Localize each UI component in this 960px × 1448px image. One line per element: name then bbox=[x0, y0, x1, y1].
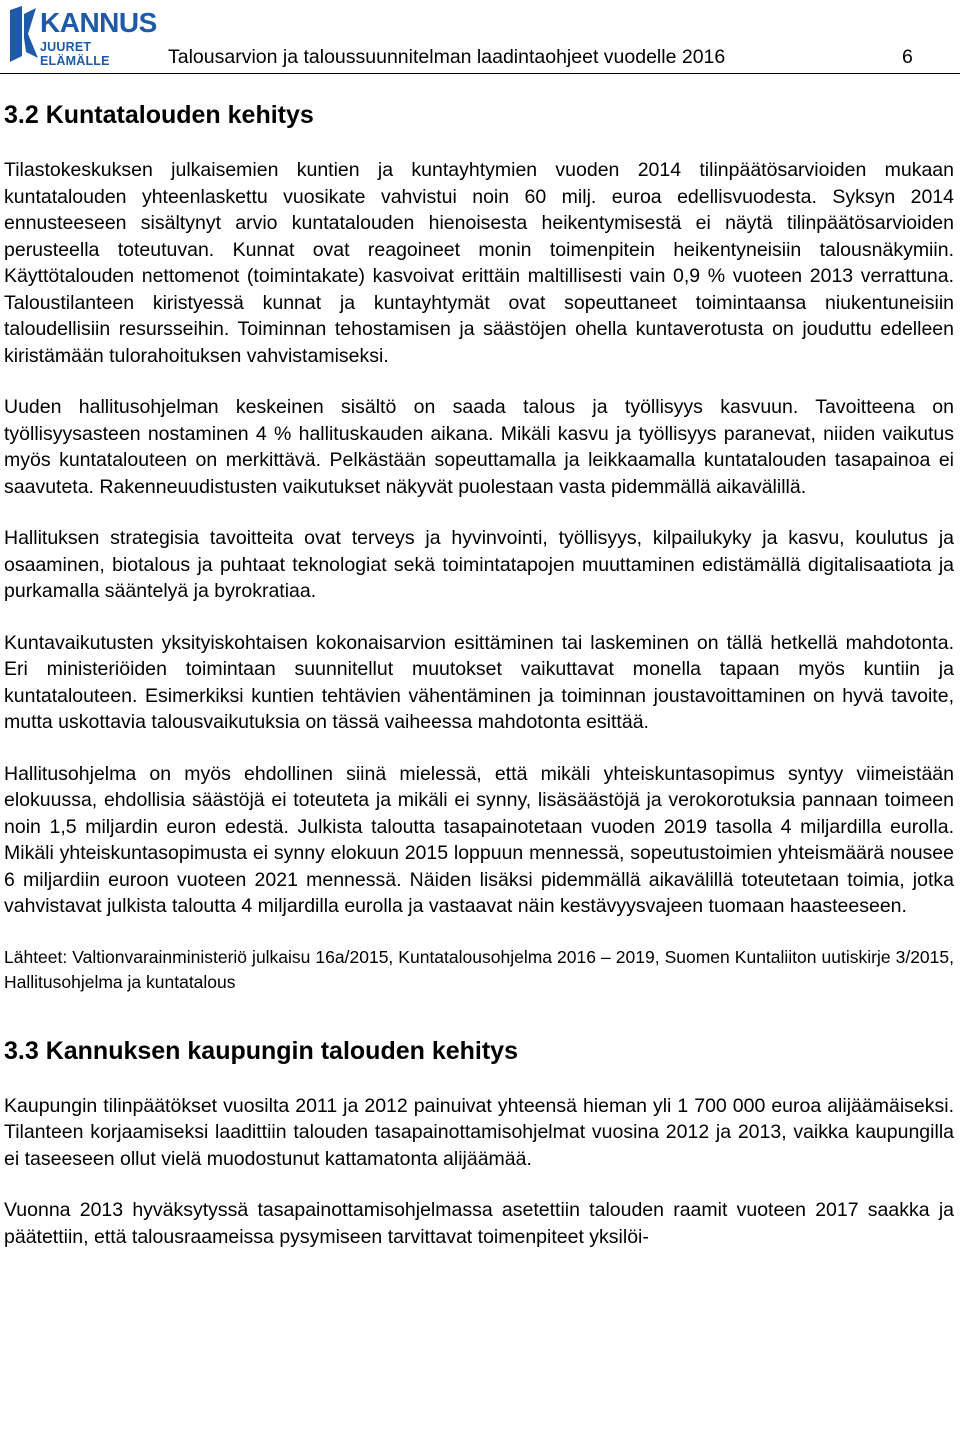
logo-emblem-icon bbox=[6, 4, 42, 64]
page-number: 6 bbox=[902, 46, 913, 68]
running-title: Talousarvion ja taloussuunnitelman laadintaohjeet vuodelle 2016 bbox=[168, 46, 726, 68]
page-header bbox=[0, 0, 960, 80]
paragraph: Hallitusohjelma on myös ehdollinen siinä mielessä, että mikäli yhteiskuntasopimus syntyy viimeistään elokuussa, ehdollisia säästöjä ei toteuteta ja mikäli ei synny, lisäsäästöjä ja verokorotuksia pannaan toimeen noin 1,5 miljardin euron edestä. Julkista taloutta tasapainotetaan vuoden 2019 tasolla 4 miljardilla eurolla. Mikäli yhteiskuntasopimusta ei synny elokuun 2015 loppuun mennessä, sopeutustoimien yhteismäärä nousee 6 miljardiin euroon vuoteen 2021 mennessä. Näiden lisäksi pidemmällä aikavälillä toteutetaan toimia, jotka vahvistavat julkista taloutta 4 miljardilla eurolla ja vastaavat näin kestävyysvajeen tuomaan haasteeseen. bbox=[4, 762, 954, 917]
logo-wordmark: KANNUS bbox=[40, 7, 157, 38]
paragraph: Vuonna 2013 hyväksytyssä tasapainottamisohjelmassa asetettiin talouden raamit vuoteen 2017 saakka ja päätettiin, että talousraameissa pysymiseen tarvittavat toimenpiteet yksilöi- bbox=[4, 1199, 954, 1248]
logo-tagline: JUURET ELÄMÄLLE bbox=[40, 40, 110, 68]
paragraph: Kaupungin tilinpäätökset vuosilta 2011 ja 2012 painuivat yhteensä hieman yli 1 700 000 euroa alijäämäiseksi. Tilanteen korjaamiseksi laadittiin talouden tasapainottamisohjelmat vuosina 2012 ja 2013, vaikka kaupungilla ei taseeseen ollut vielä muodostunut kattamatonta alijäämää. bbox=[4, 1094, 954, 1170]
kannus-logo bbox=[6, 2, 157, 68]
sources-note: Lähteet: Valtionvarainministeriö julkaisu 16a/2015, Kuntatalousohjelma 2016 – 2019, Suomen Kuntaliiton uutiskirje 3/2015, Hallitusohjelma ja kuntatalous bbox=[4, 946, 954, 992]
section-heading-3-2: 3.2 Kuntatalouden kehitys bbox=[4, 101, 314, 129]
paragraph: Kuntavaikutusten yksityiskohtaisen kokonaisarvion esittäminen tai laskeminen on tällä hetkellä mahdotonta. Eri ministeriöiden toimintaan suunnitellut muutokset vaikuttavat monella tapaan myös kuntiin ja kuntatalouteen. Esimerkiksi kuntien tehtävien vähentäminen ja toiminnan joustavoittaminen on hyvä tavoite, mutta uskottavia talousvaikutuksia on tässä vaiheessa mahdotonta esittää. bbox=[4, 631, 954, 733]
document-body bbox=[4, 95, 954, 1275]
section-heading-3-3: 3.3 Kannuksen kaupungin talouden kehitys bbox=[4, 1036, 518, 1065]
header-rule bbox=[0, 73, 960, 74]
paragraph: Hallituksen strategisia tavoitteita ovat terveys ja hyvinvointi, työllisyys, kilpailukyky ja kasvu, koulutus ja osaaminen, biotalous ja puhtaat teknologiat sekä toimintatapojen muuttaminen edistämällä digitalisaatiota ja purkamalla sääntelyä ja byrokratiaa. bbox=[4, 527, 954, 602]
paragraph: Uuden hallitusohjelman keskeinen sisältö on saada talous ja työllisyys kasvuun. Tavoitteena on työllisyysasteen nostaminen 4 % hallituskauden aikana. Mikäli kasvu ja työllisyys paranevat, niiden vaikutus myös kuntatalouteen on merkittävä. Pelkästään sopeuttamalla ja leikkaamalla kuntatalouden tasapainoa ei saavuteta. Rakenneuudistusten vaikutukset näkyvät puolestaan vasta pidemmällä aikavälillä. bbox=[4, 396, 954, 498]
paragraph: Tilastokeskuksen julkaisemien kuntien ja kuntayhtymien vuoden 2014 tilinpäätösarvioiden mukaan kuntatalouden yhteenlaskettu vuosikate vahvistui noin 60 milj. euroa edellisvuodesta. Syksyn 2014 ennusteeseen sisältynyt arvio kuntatalouden hienoisesta heikentymisestä ei näytä tilinpäätösarvioiden perusteella toteutuvan. Kunnat ovat reagoineet monin toimenpitein heikentyneisiin talousnäkymiin. Käyttötalouden nettomenot (toimintakate) kasvoivat erittäin maltillisesti vain 0,9 % vuoteen 2013 verrattuna. Taloustilanteen kiristyessä kunnat ja kuntayhtymät ovat sopeuttaneet toimintaansa niukentuneisiin taloudellisiin resursseihin. Toiminnan tehostamisen ja säästöjen ohella kuntaverotusta on jouduttu edelleen kiristämään tulorahoituksen vahvistamiseksi. bbox=[4, 159, 954, 367]
